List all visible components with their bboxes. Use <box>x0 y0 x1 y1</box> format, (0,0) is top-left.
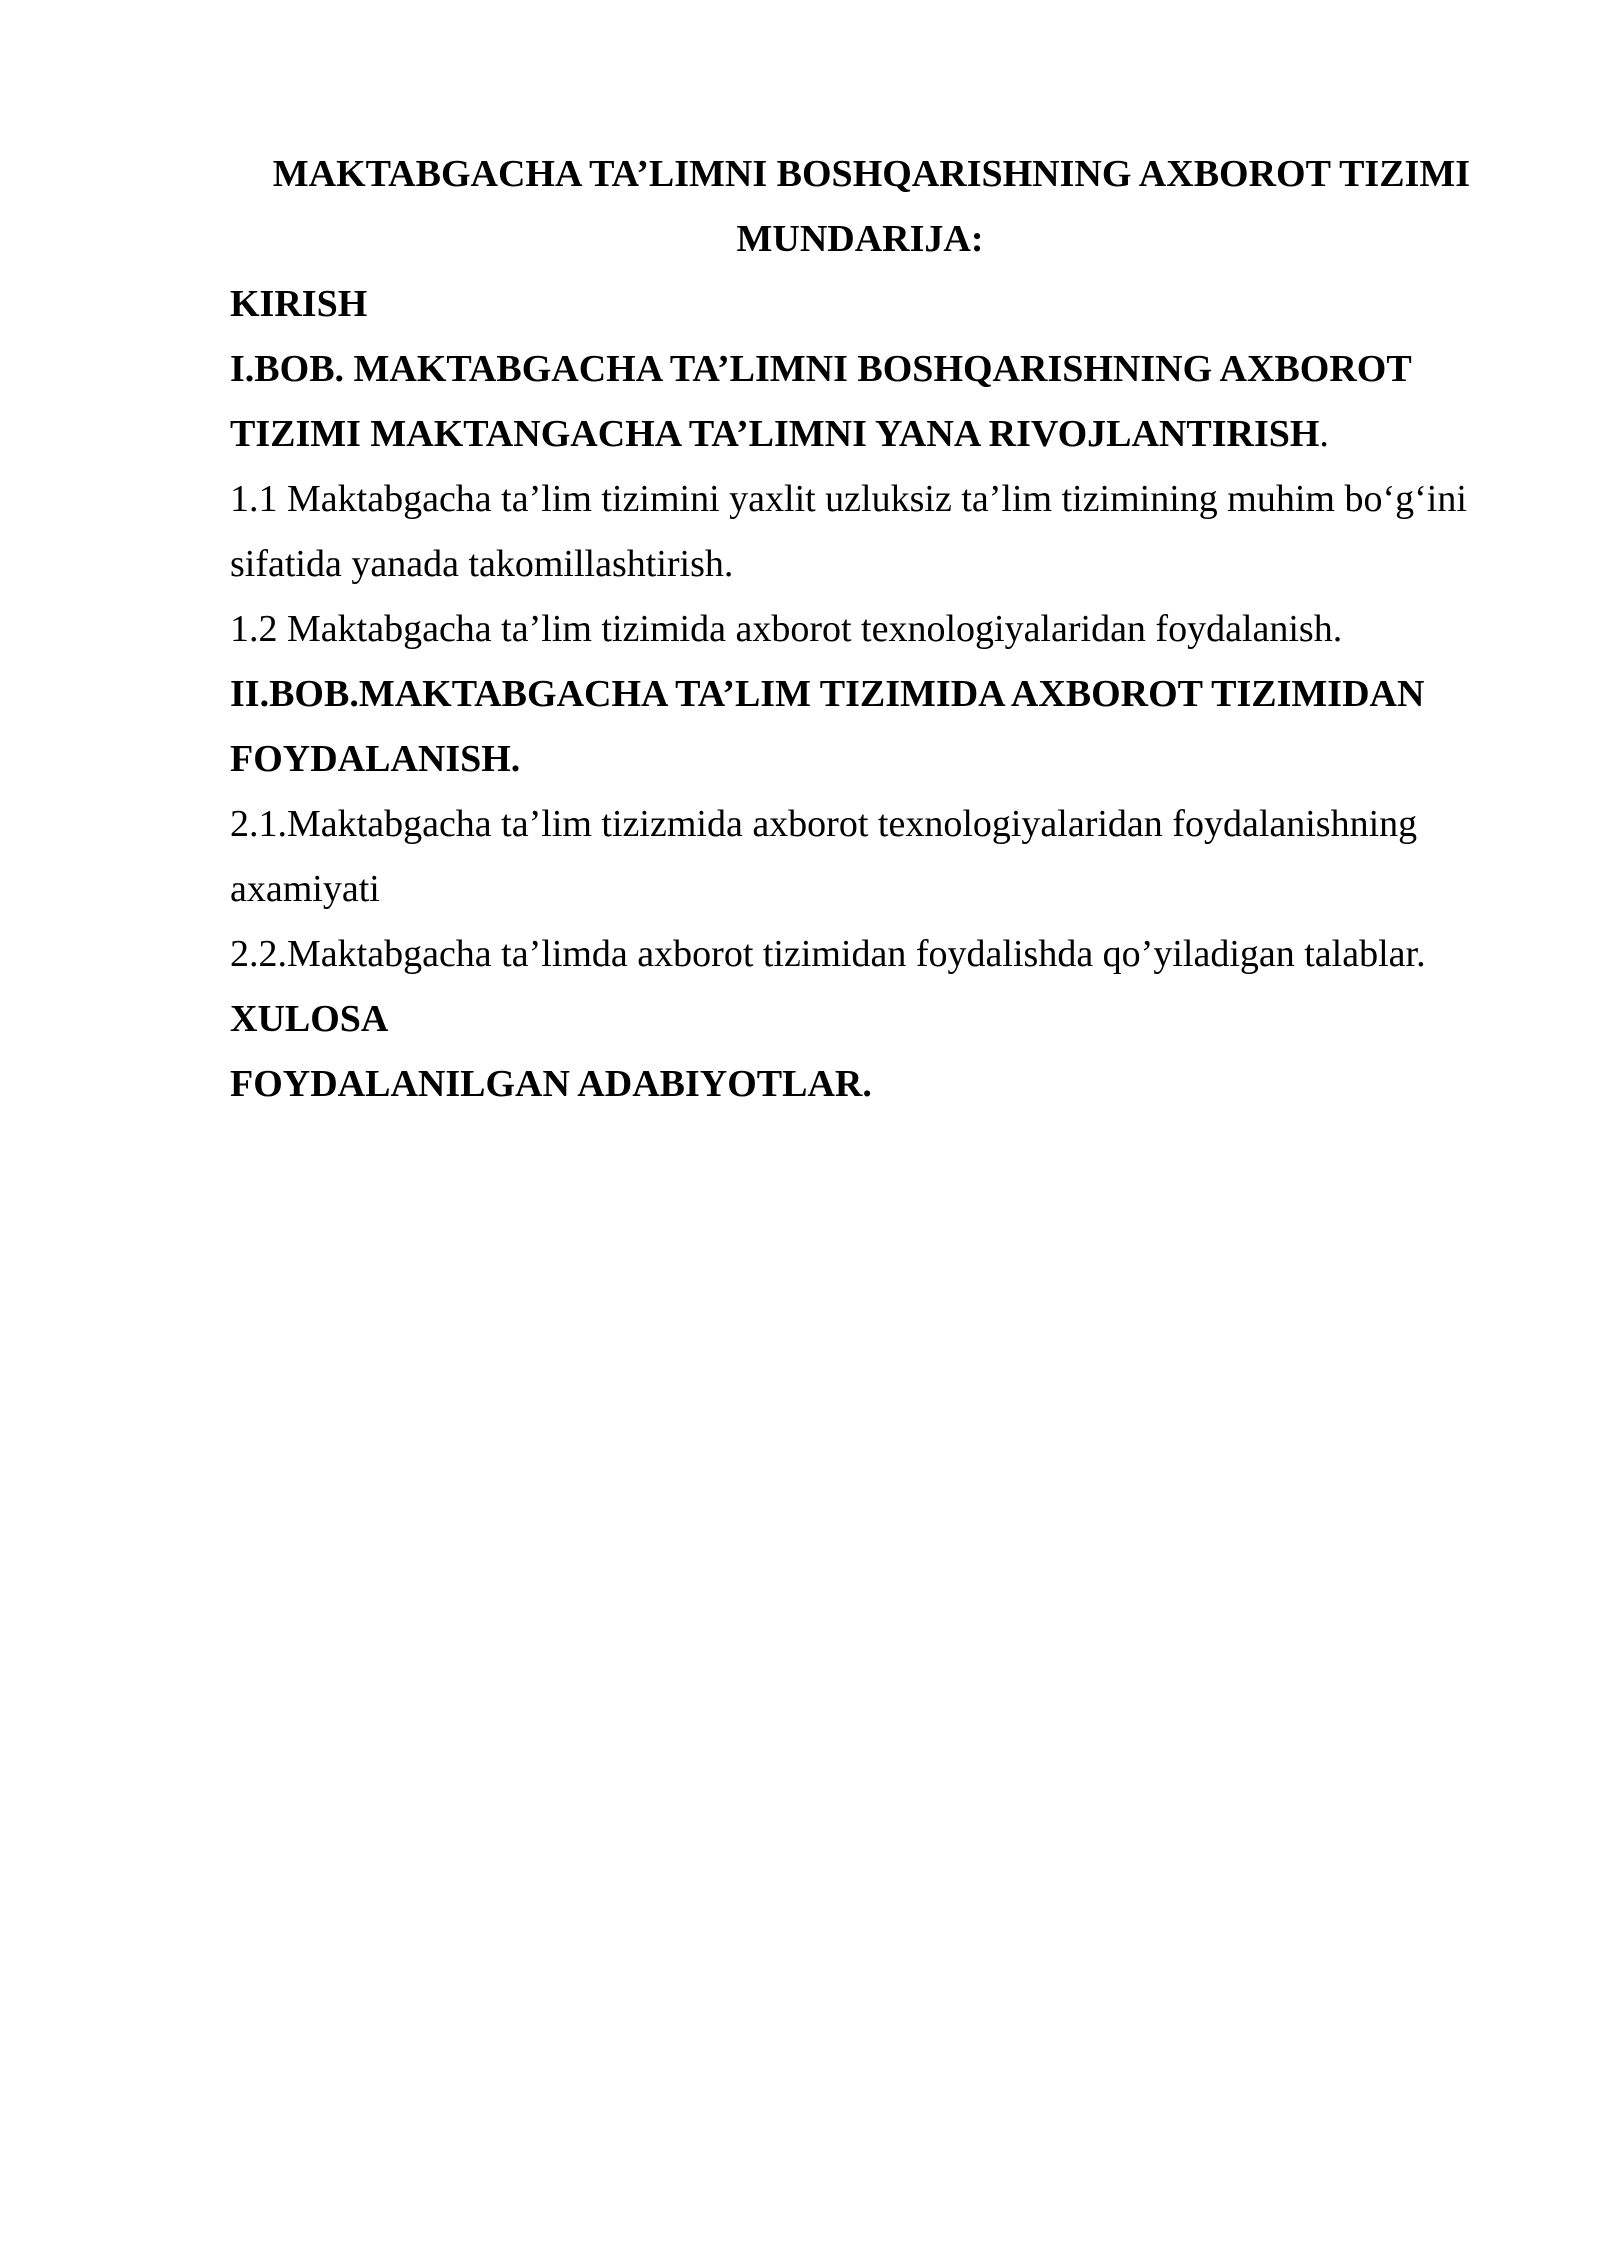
document-title: MAKTABGACHA TA’LIMNI BOSHQARISHNING AXBOROT TIZIMI <box>272 153 1470 195</box>
toc-chapter1-heading-line2-wrapper <box>230 402 1470 467</box>
toc-section-1-1-line2: sifatida yanada takomillashtirish. <box>230 543 734 585</box>
toc-chapter2-heading-line2: FOYDALANISH. <box>230 738 521 780</box>
toc-section-2-1-line1: 2.1.Maktabgacha ta’lim tizizmida axborot texnologiyalaridan foydalanishning <box>230 803 1418 845</box>
contents-heading: MUNDARIJA: <box>736 218 984 260</box>
toc-section-2-2: 2.2.Maktabgacha ta’limda axborot tizimidan foydalishda qo’yiladigan talablar. <box>230 933 1426 975</box>
toc-section-2-1-line2: axamiyati <box>230 868 380 910</box>
toc-references: FOYDALANILGAN ADABIYOTLAR. <box>230 1063 872 1105</box>
toc-chapter1-heading-line2: TIZIMI MAKTANGACHA TA’LIMNI YANA RIVOJLANTIRISH <box>230 413 1320 455</box>
toc-chapter2-heading-line1: II.BOB.MAKTABGACHA TA’LIM TIZIMIDA AXBOROT TIZIMIDAN <box>230 673 1425 715</box>
toc-chapter1-heading-line1: I.BOB. MAKTABGACHA TA’LIMNI BOSHQARISHNING AXBOROT <box>230 348 1412 390</box>
toc-chapter1-heading-period: . <box>1319 413 1329 455</box>
toc-intro: KIRISH <box>230 283 368 325</box>
document-content <box>230 142 1470 1117</box>
toc-conclusion: XULOSA <box>230 998 389 1040</box>
toc-section-1-2: 1.2 Maktabgacha ta’lim tizimida axborot texnologiyalaridan foydalanish. <box>230 608 1343 650</box>
toc-section-1-1-line1: 1.1 Maktabgacha ta’lim tizimini yaxlit uzluksiz ta’lim tizimining muhim bo‘g‘ini <box>230 478 1467 520</box>
